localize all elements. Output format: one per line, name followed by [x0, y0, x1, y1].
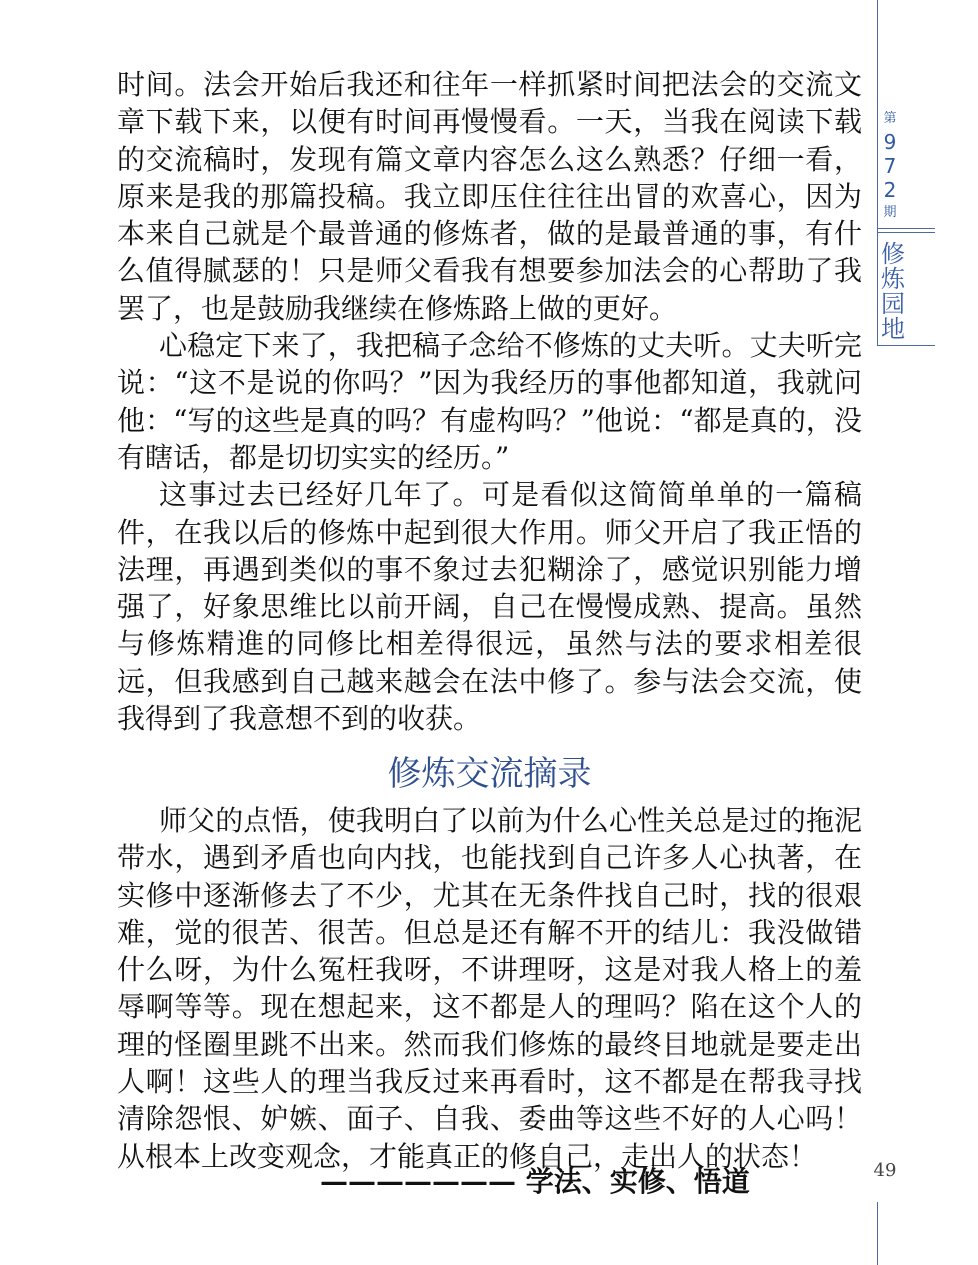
page-number: 49: [873, 1160, 897, 1181]
body-paragraph: 时间。法会开始后我还和往年一样抓紧时间把法会的交流文章下载下来，以便有时间再慢慢看。一天，当我在阅读下载的交流稿时，发现有篇文章内容怎么这么熟悉？仔细一看，原来是我的那篇投稿。我立即压住往往出冒的欢喜心，因为本来自己就是个最普通的修炼者，做的是最普通的事，有什么值得腻瑟的！只是师父看我有想要参加法会的心帮助了我罢了，也是鼓励我继续在修炼路上做的更好。: [117, 68, 862, 325]
issue-suffix: 期: [883, 205, 897, 220]
issue-prefix: 第: [883, 111, 897, 126]
sidebar-divider: [877, 345, 935, 346]
excerpt-body: [117, 802, 862, 1175]
excerpt-signature: ——————— 学法、实修、悟道: [320, 1165, 750, 1198]
sidebar-divider: [877, 232, 935, 233]
sidebar-rule-bottom: [877, 1202, 878, 1265]
sidebar-divider: [877, 228, 935, 229]
column-char: 园: [881, 290, 905, 318]
section-title: 修炼交流摘录: [387, 754, 592, 794]
body-paragraph: 这事过去已经好几年了。可是看似这简简单单的一篇稿件，在我以后的修炼中起到很大作用。师父开启了我正悟的法理，再遇到类似的事不象过去犯糊涂了，感觉识别能力增强了，好象思维比以前开阔，自己在慢慢成熟、提高。虽然与修炼精進的同修比相差得很远，虽然与法的要求相差很远，但我感到自己越来越会在法中修了。参与法会交流，使我得到了我意想不到的收获。: [117, 478, 862, 736]
body-paragraph: 心稳定下来了，我把稿子念给不修炼的丈夫听。丈夫听完说：“这不是说的你吗？”因为我经历的事他都知道，我就问他：“写的这些是真的吗？有虚构吗？”他说：“都是真的，没有瞎话，都是切切实实的经历。”: [117, 329, 862, 474]
column-name: [878, 242, 908, 342]
issue-digit: 7: [883, 154, 897, 178]
issue-digit: 2: [883, 178, 897, 202]
column-char: 修: [881, 240, 905, 268]
column-char: 炼: [881, 265, 905, 293]
article-body-top: [117, 66, 862, 737]
column-char: 地: [881, 315, 905, 343]
issue-digit: 9: [883, 130, 897, 154]
excerpt-paragraph: 师父的点悟，使我明白了以前为什么心性关总是过的拖泥带水，遇到矛盾也向内找，也能找到自己许多人心执著，在实修中逐渐修去了不少，尤其在无条件找自己时，找的很艰难，觉的很苦、很苦。但总是还有解不开的结儿：我没做错什么呀，为什么冤枉我呀，不讲理呀，这是对我人格上的羞辱啊等等。现在想起来，这不都是人的理吗？陷在这个人的理的怪圈里跳不出来。然而我们修炼的最终目地就是要走出人啊！这些人的理当我反过来再看时，这不都是在帮我寻找清除怨恨、妒嫉、面子、自我、委曲等这些不好的人心吗！从根本上改变观念，才能真正的修自己，走出人的状态！: [117, 804, 862, 1173]
issue-number: [878, 108, 902, 224]
